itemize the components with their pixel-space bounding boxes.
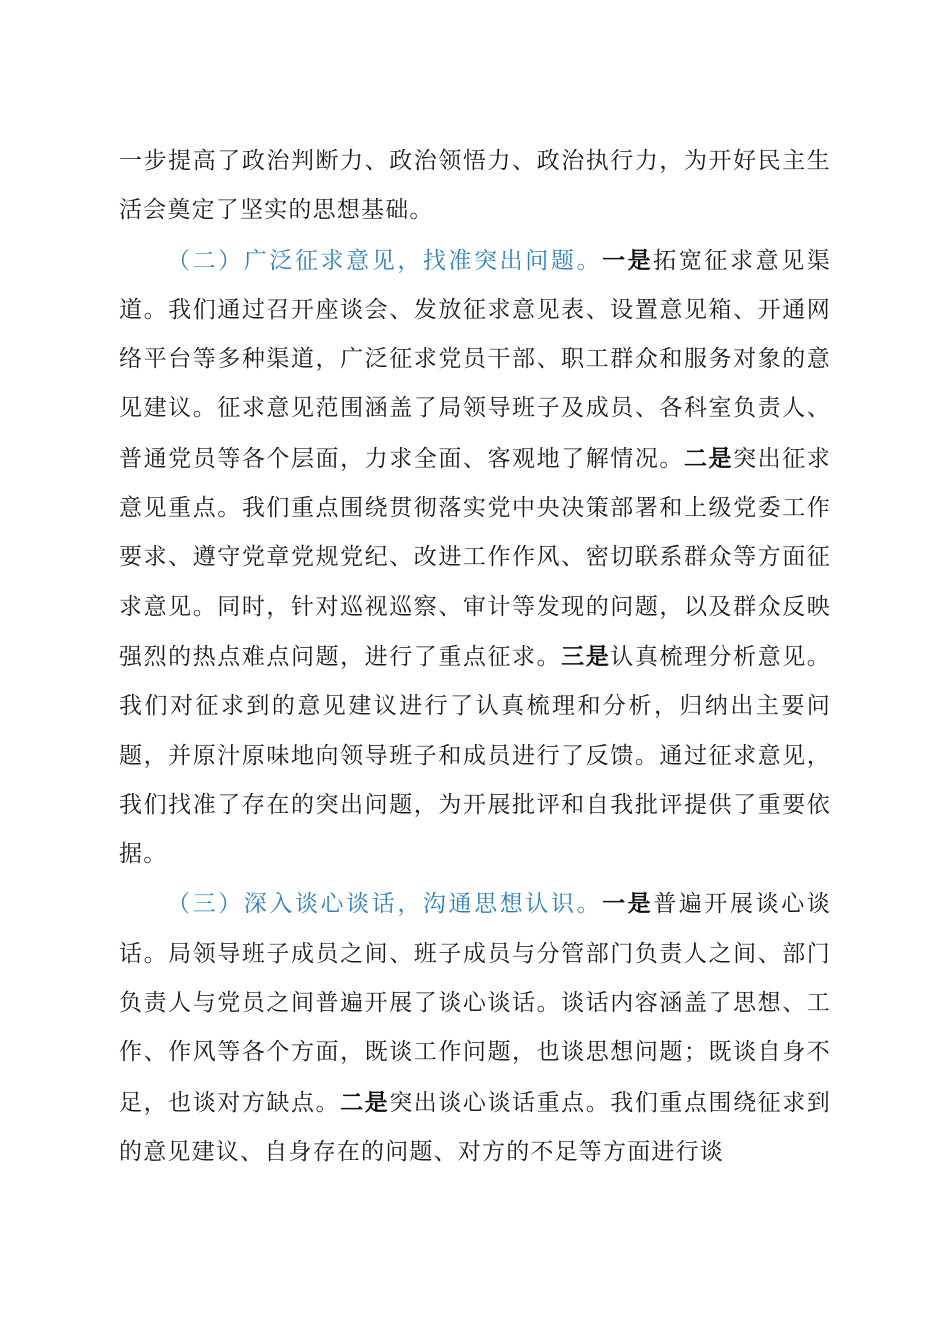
enumeration-marker: 一是	[602, 890, 654, 918]
enumeration-marker: 一是	[602, 246, 654, 274]
paragraph-section-2	[119, 236, 831, 880]
enumeration-marker: 二是	[340, 1088, 390, 1116]
document-body	[119, 137, 831, 1177]
body-text: 普遍开展谈心谈话。局领导班子成员之间、班子成员与分管部门负责人之间、部门负责人与党员之间普遍开展了谈心谈话。谈话内容涵盖了思想、工作、作风等各个方面，既谈工作问题，也谈思想问题；既谈自身不足，也谈对方缺点。	[119, 891, 831, 1116]
paragraph-continuation	[119, 137, 831, 236]
enumeration-marker: 二是	[683, 444, 734, 472]
body-text: 一步提高了政治判断力、政治领悟力、政治执行力，为开好民主生活会奠定了坚实的思想基础。	[119, 148, 831, 224]
section-heading: （二）广泛征求意见，找准突出问题。	[167, 247, 603, 274]
body-text: 突出谈心谈话重点。我们重点围绕征求到的意见建议、自身存在的问题、对方的不足等方面进行谈	[119, 1089, 831, 1165]
enumeration-marker: 三是	[561, 642, 611, 670]
paragraph-section-3	[119, 879, 831, 1177]
body-text: 突出征求意见重点。我们重点围绕贯彻落实党中央决策部署和上级党委工作要求、遵守党章党规党纪、改进工作作风、密切联系群众等方面征求意见。同时，针对巡视巡察、审计等发现的问题，以及群众反映强烈的热点难点问题，进行了重点征求。	[119, 445, 831, 670]
body-text: 认真梳理分析意见。我们对征求到的意见建议进行了认真梳理和分析，归纳出主要问题，并原汁原味地向领导班子和成员进行了反馈。通过征求意见，我们找准了存在的突出问题，为开展批评和自我批评提供了重要依据。	[119, 643, 831, 868]
section-heading: （三）深入谈心谈话，沟通思想认识。	[167, 891, 603, 918]
body-text: 拓宽征求意见渠道。我们通过召开座谈会、发放征求意见表、设置意见箱、开通网络平台等多种渠道，广泛征求党员干部、职工群众和服务对象的意见建议。征求意见范围涵盖了局领导班子及成员、各科室负责人、普通党员等各个层面，力求全面、客观地了解情况。	[119, 247, 831, 472]
